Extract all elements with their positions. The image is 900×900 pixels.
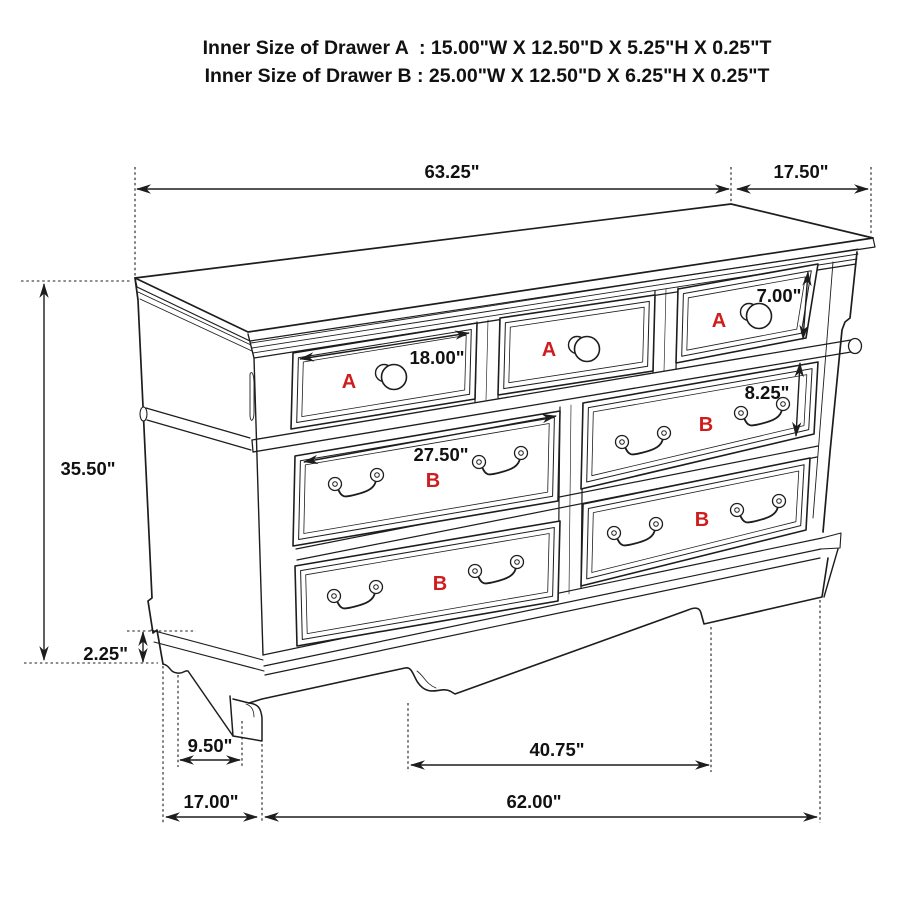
- dimension-label: 2.25": [83, 643, 128, 664]
- dimension-label: 7.00": [756, 285, 802, 306]
- drawer-faces: [291, 264, 818, 646]
- dimension-label: 62.00": [506, 791, 562, 812]
- dimension-leg-span: [411, 739, 709, 765]
- drawer-a-2: [498, 295, 655, 395]
- drawer-type-label: A: [711, 310, 727, 332]
- drawer-type-label: B: [425, 470, 441, 492]
- drawer-a-spec: Inner Size of Drawer A : 15.00"W X 12.50"D X 5.25"H X 0.25"T: [202, 37, 772, 59]
- dimension-label: 8.25": [744, 382, 790, 403]
- side-back-edge: [135, 278, 163, 664]
- dimension-overall-height: [44, 284, 116, 660]
- dimension-top-depth: [737, 161, 868, 189]
- dimension-label: 40.75": [529, 739, 585, 760]
- dimension-base-width: [265, 791, 817, 817]
- drawer-type-label: B: [432, 573, 448, 595]
- dimension-base-height: [83, 632, 143, 664]
- drawer-b-3: [295, 521, 560, 646]
- drawer-type-label: B: [694, 509, 710, 531]
- side-skirt: [163, 664, 233, 736]
- drawer-type-label: A: [541, 339, 557, 361]
- dimension-label: 35.50": [60, 458, 116, 479]
- rail-end-cap: [849, 339, 862, 354]
- dimension-top-width: [137, 161, 729, 189]
- dimension-label: 17.00": [183, 791, 239, 812]
- dimension-label: 17.50": [773, 161, 829, 182]
- left-foot: [230, 696, 262, 741]
- dimension-base-depth: [166, 791, 257, 817]
- dimension-label: 9.50": [187, 735, 233, 756]
- drawer-b-spec: Inner Size of Drawer B : 25.00"W X 12.50"D X 6.25"H X 0.25"T: [204, 65, 770, 87]
- drawer-b-1: [293, 411, 560, 546]
- dimension-label: 63.25": [424, 161, 480, 182]
- dimension-leg-inset: [180, 735, 240, 760]
- dimension-label: 27.50": [413, 444, 469, 465]
- right-post: [823, 252, 857, 532]
- drawer-a-1: [291, 323, 477, 429]
- drawer-type-label: A: [341, 371, 357, 393]
- dimension-label: 18.00": [409, 347, 465, 368]
- drawer-type-label: B: [698, 414, 714, 436]
